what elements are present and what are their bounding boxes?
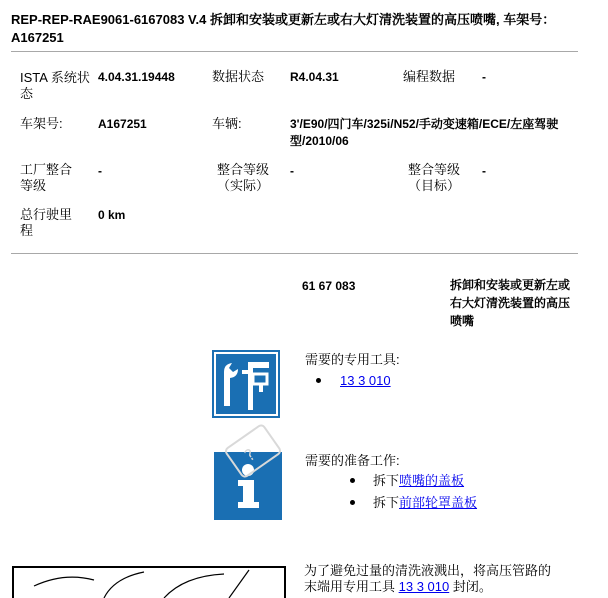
tools-heading: 需要的专用工具: (305, 352, 400, 367)
prep-link-wheel-arch-cover[interactable]: 前部轮罩盖板 (399, 495, 478, 510)
factory-level-label: 工厂整合等级 (20, 162, 73, 193)
note-line-1: 为了避免过量的清洗液溅出，将高压管路的 (304, 563, 552, 578)
page-title: REP-REP-RAE9061-6167083 V.4 拆卸和安装或更新左或右大灯清洗装置的高压喷嘴, 车架号：A167251 (11, 12, 556, 45)
prog-data-label: 编程数据 (403, 69, 456, 84)
svg-text:?: ? (241, 444, 259, 466)
ista-value: 4.04.31.19448 (98, 70, 175, 84)
prep-item-2 (373, 495, 477, 511)
tool-link-13-3-010[interactable]: 13 3 010 (340, 373, 391, 388)
vin-label: 车架号: (20, 116, 63, 131)
title-divider (11, 51, 578, 52)
note-line-2 (304, 579, 492, 595)
data-state-value: R4.04.31 (290, 70, 339, 84)
info-divider (11, 253, 578, 254)
bullet-icon (350, 478, 355, 483)
ista-label: ISTA 系统状态 (20, 70, 90, 101)
actual-level-value: - (290, 164, 294, 178)
figure-illustration (12, 566, 286, 598)
factory-level-value: - (98, 164, 102, 178)
vin-value: A167251 (98, 117, 147, 131)
mileage-label: 总行驶里程 (20, 207, 73, 238)
prep-item-1-prefix: 拆下 (373, 473, 400, 488)
watermark-icon (218, 420, 288, 482)
repair-number: 61 67 083 (302, 279, 356, 293)
prep-item-1 (373, 473, 464, 489)
note-line-2-suffix: 封闭。 (449, 579, 492, 594)
note-line-2-prefix: 末端用专用工具 (304, 579, 399, 594)
note-tool-link[interactable]: 13 3 010 (398, 579, 450, 594)
target-level-label: 整合等级（目标） (407, 162, 460, 193)
vehicle-value: 3'/E90/四门车/325i/N52/手动变速箱/ECE/左座驾驶型/2010/06 (290, 117, 559, 148)
bullet-icon (350, 500, 355, 505)
target-level-value: - (482, 164, 486, 178)
prep-heading: 需要的准备工作: (305, 453, 400, 468)
mileage-value: 0 km (98, 208, 126, 222)
prep-item-2-prefix: 拆下 (373, 495, 400, 510)
repair-description: 拆卸和安装或更新左或右大灯清洗装置的高压喷嘴 (450, 278, 571, 328)
vehicle-label: 车辆: (212, 116, 242, 131)
data-state-label: 数据状态 (212, 69, 265, 84)
special-tools-icon (212, 350, 280, 418)
prep-link-nozzle-cover[interactable]: 喷嘴的盖板 (399, 473, 465, 488)
prog-data-value: - (482, 70, 486, 84)
bullet-icon (316, 378, 321, 383)
actual-level-label: 整合等级（实际） (216, 162, 269, 193)
